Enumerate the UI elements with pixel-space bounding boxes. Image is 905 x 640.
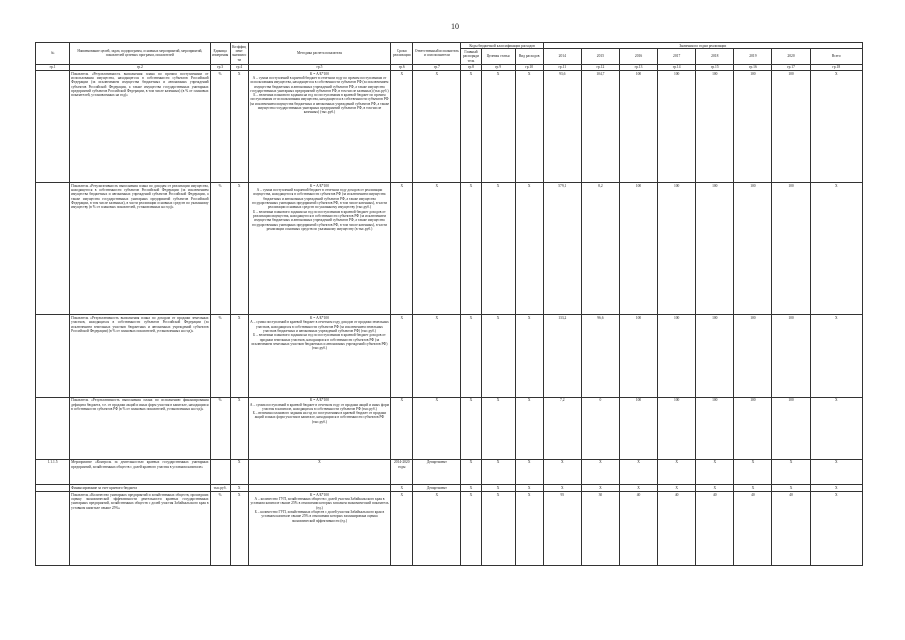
row-name: Показатель «Количество унитарных предприятий и хозяйственных обществ, прошедших оценку экономической эффективности деятельности краевых государственных унитарных предприятий, хозяйственных обществ с долей участия Забайкальского края в уставном капитале свыше 25%» xyxy=(70,492,210,566)
row-coef: X xyxy=(230,459,248,484)
colnum: гр.3 xyxy=(210,64,230,70)
row-year-value: X xyxy=(772,459,810,484)
row-unit: % xyxy=(210,71,230,183)
row-coef: X xyxy=(230,71,248,183)
row-year-value: 104,7 xyxy=(581,71,619,183)
row-year-value: X xyxy=(658,459,696,484)
table-row xyxy=(36,492,863,566)
row-name: Показатель «Результативность выполнения плана по прочим поступлениям от использования имущества, находящегося в собственности субъектов Российской Федерации (за исключением имущества бюджетных и автономных учреждений субъектов Российской Федерации, а также имущества государственных унитарных предприятий субъектов Российской Федерации, в том числе казенных) (в % от плановых показателей, установленных на год)» xyxy=(70,71,210,183)
row-responsible: X xyxy=(413,492,461,566)
row-total: X xyxy=(810,397,862,459)
colnum: гр.15 xyxy=(696,64,734,70)
row-year-value: 30 xyxy=(581,492,619,566)
row-year-value: 100 xyxy=(734,183,772,315)
row-coef: X xyxy=(230,397,248,459)
header-name: Наименование целей, задач, подпрограмм, основных мероприятий, мероприятий, показателей целевых программ, показателей xyxy=(70,43,210,65)
row-code-main: X xyxy=(461,397,481,459)
table-row xyxy=(36,71,863,183)
row-number xyxy=(36,397,70,459)
row-year-value: 100 xyxy=(619,71,657,183)
row-code-article: X xyxy=(481,71,515,183)
colnum: гр.4 xyxy=(230,64,248,70)
row-method: К = А/Б*100 А – сумма поступлений в краевой бюджет в отчетном году доходов от продажи земельных участков, находящихся в собственности субъектов РФ (за исключением земельных участков бюджетных и автономных учреждений субъектов РФ) (тыс.руб.) Б – величина планового задания на год по поступлениям в краевой бюджет доходов от продажи земельных участков, находящихся в собственности субъектов РФ (за исключением земельных участков бюджетных и автономных учреждений субъектов РФ) (тыс.руб.) xyxy=(248,315,391,397)
row-year-value: 8,2 xyxy=(581,183,619,315)
table-row xyxy=(36,397,863,459)
row-year-value: X xyxy=(734,484,772,491)
row-year-value: X xyxy=(543,484,581,491)
colnum: гр.6 xyxy=(391,64,413,70)
row-year-value: 100 xyxy=(696,183,734,315)
row-name: Показатель «Результативность выполнения плана по доходам от продажи земельных участков, находящихся в собственности субъектов Российской Федерации (за исключением земельных участков бюджетных и автономных учреждений субъектов Российской Федерации) (в % от плановых показателей, установленных на год)» xyxy=(70,315,210,397)
row-year-value: 40 xyxy=(658,492,696,566)
row-code-type: X xyxy=(515,484,543,491)
row-year-value: 100 xyxy=(619,397,657,459)
row-code-article: X xyxy=(481,484,515,491)
row-coef: X xyxy=(230,492,248,566)
row-year-value: 133,2 xyxy=(543,315,581,397)
colnum: гр.13 xyxy=(619,64,657,70)
row-term: 2014-2020 годы xyxy=(391,459,413,484)
row-number xyxy=(36,71,70,183)
row-code-article: X xyxy=(481,183,515,315)
row-code-article: X xyxy=(481,459,515,484)
row-number xyxy=(36,484,70,491)
colnum: гр.5 xyxy=(248,64,391,70)
row-responsible: X xyxy=(413,183,461,315)
row-year-value: 40 xyxy=(619,492,657,566)
row-year-value: 40 xyxy=(772,492,810,566)
row-code-main: X xyxy=(461,71,481,183)
row-year-value: X xyxy=(734,459,772,484)
row-method: К = А/Б*100 А – количество ГУП, хозяйственных обществ с долей участия Забайкальского края в уставном капитале свыше 25% в отношении которых заполнен экономический показатель (ед.) Б – количество ГУП, хозяйственных обществ с долей участия Забайкальского края в уставном капитале свыше 25% в отношении которых запланирована оценка экономической эффективности (ед.) xyxy=(248,492,391,566)
row-term: X xyxy=(391,183,413,315)
row-term: X xyxy=(391,71,413,183)
header-code-article: Целевая статья xyxy=(481,49,515,64)
table-row xyxy=(36,484,863,491)
header-year: 2017 xyxy=(658,49,696,64)
row-term: X xyxy=(391,484,413,491)
row-code-main: X xyxy=(461,484,481,491)
row-code-main: X xyxy=(461,183,481,315)
row-number xyxy=(36,315,70,397)
header-budget-codes: Коды бюджетной классификации расходов xyxy=(461,43,543,49)
row-year-value: 100 xyxy=(772,397,810,459)
row-code-type: X xyxy=(515,459,543,484)
row-code-type: X xyxy=(515,492,543,566)
row-year-value: 40 xyxy=(696,492,734,566)
colnum: гр.14 xyxy=(658,64,696,70)
row-year-value: X xyxy=(543,459,581,484)
row-total: X xyxy=(810,71,862,183)
row-term: X xyxy=(391,492,413,566)
row-year-value: 95 xyxy=(543,492,581,566)
row-year-value: 96,6 xyxy=(581,315,619,397)
row-method: X xyxy=(248,459,391,484)
header-year: 2016 xyxy=(619,49,657,64)
row-year-value: 100 xyxy=(734,397,772,459)
row-year-value: 40 xyxy=(734,492,772,566)
row-code-type: X xyxy=(515,183,543,315)
row-code-type: X xyxy=(515,315,543,397)
row-year-value: 100 xyxy=(658,183,696,315)
colnum: гр.1 xyxy=(36,64,70,70)
colnum: гр.7 xyxy=(413,64,461,70)
colnum: гр.10 xyxy=(515,64,543,70)
row-name: Показатель «Результативность выполнения плана по доходам от реализации имущества, находящегося в собственности субъектов Российской Федерации (за исключением имущества бюджетных и автономных учреждений субъектов Российской Федерации, а также имущества государственных унитарных предприятий субъектов Российской Федерации, в том числе казенных), в части реализации основных средств по указанному имуществу (в % от плановых показателей, установленных на год)» xyxy=(70,183,210,315)
row-method: К = А/Б*100 А – сумма поступлений в краевой бюджет в отчетном году от продажи акций и иных форм участия в капитале, находящихся в собственности субъектов РФ (тыс.руб.) Б – величина планового задания на год по поступлениям в краевой бюджет от продажи акций и иных форм участия в капитале, находящихся в собственности субъектов РФ (тыс.руб.) xyxy=(248,397,391,459)
row-term: X xyxy=(391,397,413,459)
row-responsible: Департамент xyxy=(413,484,461,491)
row-year-value: 100 xyxy=(696,71,734,183)
row-total: X xyxy=(810,459,862,484)
row-year-value: 100 xyxy=(658,315,696,397)
row-unit: % xyxy=(210,492,230,566)
row-code-main: X xyxy=(461,459,481,484)
row-year-value: 100 xyxy=(734,315,772,397)
row-year-value: X xyxy=(619,484,657,491)
row-year-value: X xyxy=(581,459,619,484)
row-method: К = А/Б*100 А – сумма поступлений в краевой бюджет в отчетном году доходов от реализации имущества, находящегося в собственности субъектов РФ (за исключением имущества бюджетных и автономных учреждений субъектов РФ, а также имущества государственных унитарных предприятий субъектов РФ, в том числе казенных), в части реализации основных средств по указанному имуществу (тыс.руб.) Б – величина планового задания на год по поступлениям в краевой бюджет доходов от реализации имущества, находящегося в собственности субъектов РФ (за исключением имущества бюджетных и автономных учреждений субъектов РФ, а также имущества государственных унитарных предприятий субъектов РФ, в том числе казенных), в части реализации основных средств по указанному имуществу (в тыс.руб.) xyxy=(248,183,391,315)
row-year-value: X xyxy=(772,484,810,491)
row-year-value: 579,1 xyxy=(543,183,581,315)
row-total: X xyxy=(810,484,862,491)
header-code-main: Главный распорядитель xyxy=(461,49,481,64)
row-year-value: 100 xyxy=(696,315,734,397)
row-name: Мероприятие «Контроль за деятельностью краевых государственных унитарных предприятий, хозяйственных обществ с долей краевого участия в уставном капитале» xyxy=(70,459,210,484)
row-coef: X xyxy=(230,315,248,397)
row-year-value: X xyxy=(696,459,734,484)
row-coef: X xyxy=(230,484,248,491)
header-year: 2018 xyxy=(696,49,734,64)
row-year-value: X xyxy=(658,484,696,491)
row-year-value: 100 xyxy=(658,397,696,459)
row-year-value: X xyxy=(581,484,619,491)
table-row xyxy=(36,459,863,484)
row-responsible: X xyxy=(413,397,461,459)
colnum: гр.11 xyxy=(543,64,581,70)
row-year-value: 7,2 xyxy=(543,397,581,459)
row-unit: тыс.руб. xyxy=(210,484,230,491)
row-unit: % xyxy=(210,315,230,397)
row-coef: X xyxy=(230,183,248,315)
row-unit xyxy=(210,459,230,484)
row-total: X xyxy=(810,492,862,566)
header-total: Всего xyxy=(810,49,862,64)
colnum: гр.18 xyxy=(810,64,862,70)
header-num: № xyxy=(36,43,70,65)
row-term: X xyxy=(391,315,413,397)
row-number: 1.1.1.5 xyxy=(36,459,70,484)
page-number: 10 xyxy=(451,22,459,31)
row-number xyxy=(36,183,70,315)
table-row xyxy=(36,315,863,397)
row-name: Показатель «Результативность выполнения плана по исполнению финансирования дефицита бюджета, т.е. от продажи акций и иных форм участия в капитале, находящихся в собственности субъектов РФ (в % от плановых показателей, установленных на год)» xyxy=(70,397,210,459)
header-unit: Единица измерения xyxy=(210,43,230,65)
row-year-value: X xyxy=(619,459,657,484)
row-code-main: X xyxy=(461,315,481,397)
header-year: 2020 xyxy=(772,49,810,64)
header-responsible: Ответственный исполнитель и соисполнители xyxy=(413,43,461,65)
row-code-article: X xyxy=(481,492,515,566)
row-unit: % xyxy=(210,397,230,459)
row-total: X xyxy=(810,315,862,397)
row-year-value: 100 xyxy=(772,315,810,397)
row-year-value: 100 xyxy=(619,315,657,397)
row-year-value: X xyxy=(696,484,734,491)
row-year-value: 100 xyxy=(696,397,734,459)
row-method xyxy=(248,484,391,491)
row-responsible: Департамент xyxy=(413,459,461,484)
row-year-value: 100 xyxy=(772,71,810,183)
colnum: гр.12 xyxy=(581,64,619,70)
header-code-type: Вид расходов xyxy=(515,49,543,64)
table-row xyxy=(36,183,863,315)
row-code-article: X xyxy=(481,315,515,397)
row-method: К = А/Б*100 А – сумма поступлений в краевой бюджет в отчетном году по прочим поступлениям от использования имущества, находящегося в собственности субъектов РФ (за исключением имущества бюджетных и автономных учреждений субъектов РФ, а также имущества государственных унитарных предприятий субъектов РФ, в том числе казенных) (тыс.руб.) Б – величина планового задания на год по поступлениям в краевой бюджет по прочим поступлениям от использования имущества, находящегося в собственности субъектов РФ (за исключением имущества бюджетных и автономных учреждений субъектов РФ, а также имущества государственных унитарных предприятий субъектов РФ, в том числе казенных) (тыс.руб.) xyxy=(248,71,391,183)
header-year: 2014 xyxy=(543,49,581,64)
row-code-main: X xyxy=(461,492,481,566)
row-responsible: X xyxy=(413,315,461,397)
row-total: X xyxy=(810,183,862,315)
row-year-value: 100 xyxy=(658,71,696,183)
row-code-type: X xyxy=(515,71,543,183)
colnum: гр.16 xyxy=(734,64,772,70)
row-number xyxy=(36,492,70,566)
row-unit: % xyxy=(210,183,230,315)
row-year-value: 100 xyxy=(734,71,772,183)
colnum: гр.2 xyxy=(70,64,210,70)
row-year-value: 0 xyxy=(581,397,619,459)
row-code-article: X xyxy=(481,397,515,459)
row-year-value: 100 xyxy=(772,183,810,315)
header-coef: Коэффициент значимости xyxy=(230,43,248,65)
row-year-value: 100 xyxy=(619,183,657,315)
row-year-value: 93,6 xyxy=(543,71,581,183)
header-values: Значения по годам реализации xyxy=(543,43,862,49)
colnum: гр.9 xyxy=(481,64,515,70)
header-method: Методика расчета показателя xyxy=(248,43,391,65)
indicator-table xyxy=(35,42,863,566)
row-responsible: X xyxy=(413,71,461,183)
colnum: гр.17 xyxy=(772,64,810,70)
header-year: 2019 xyxy=(734,49,772,64)
header-year: 2015 xyxy=(581,49,619,64)
header-term: Сроки реализации xyxy=(391,43,413,65)
row-code-type: X xyxy=(515,397,543,459)
row-name: Финансирование за счет краевого бюджета xyxy=(70,484,210,491)
colnum: гр.8 xyxy=(461,64,481,70)
